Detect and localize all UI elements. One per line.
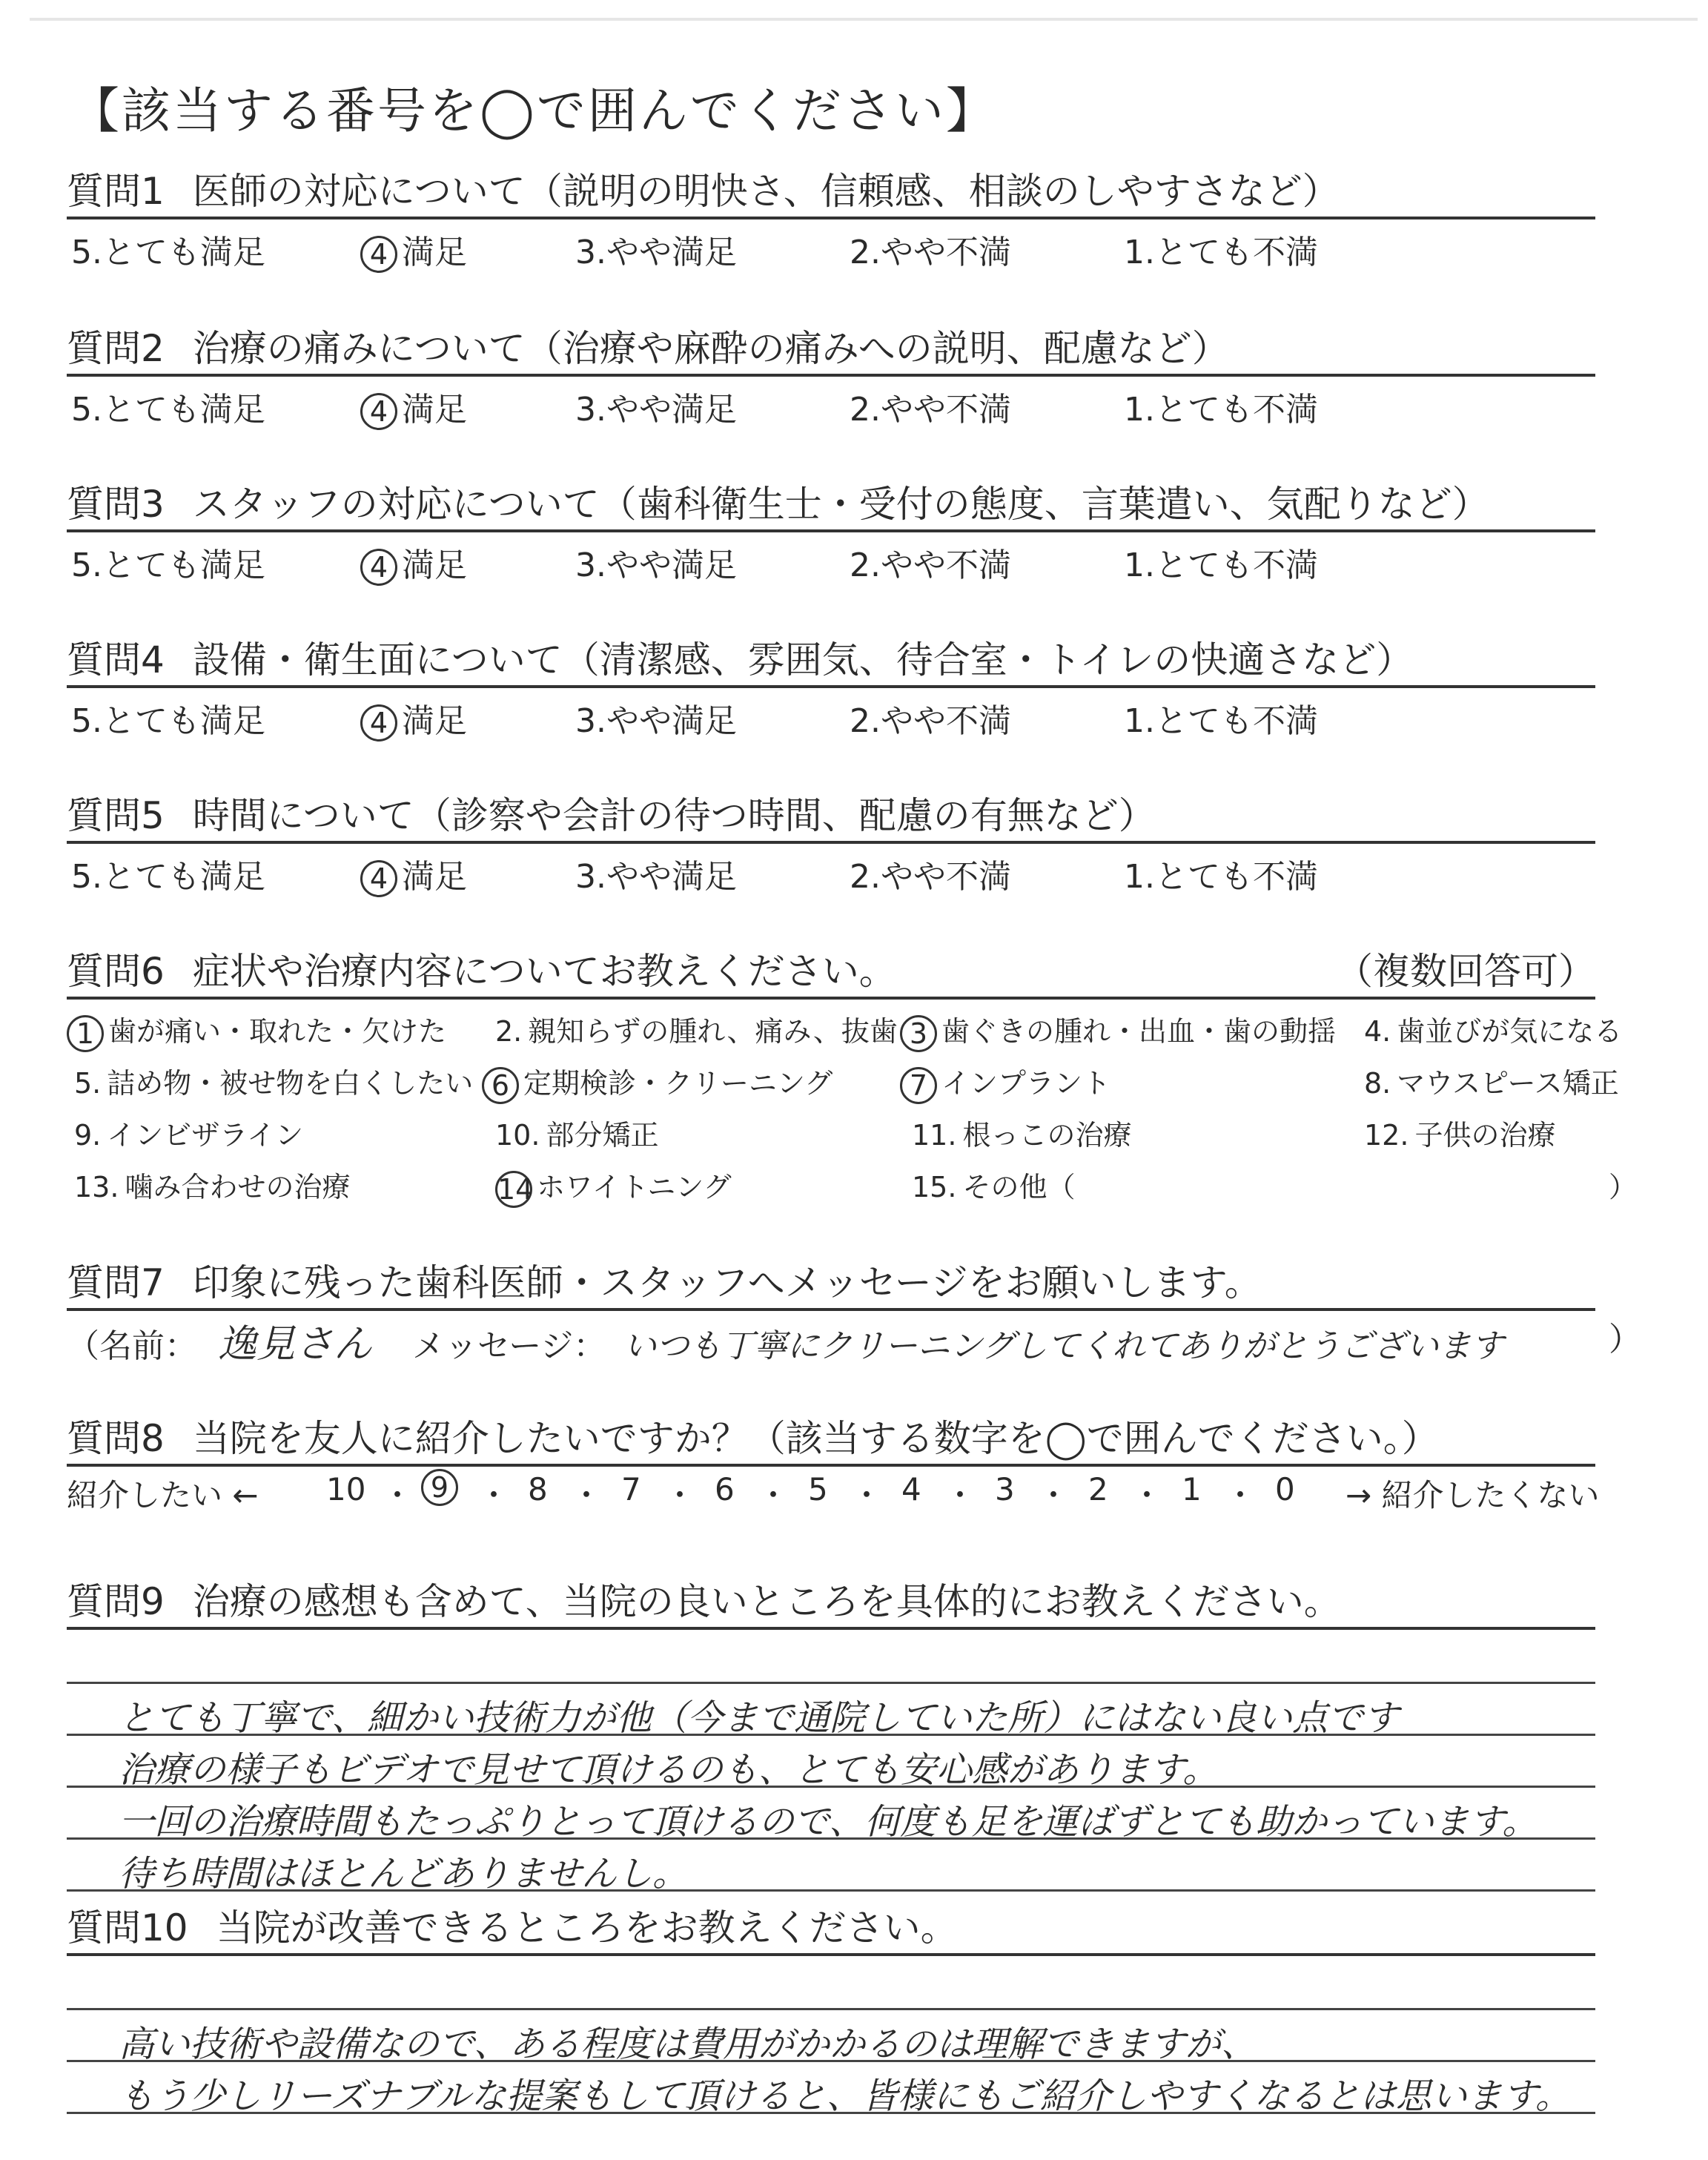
- selection-circle: 4: [360, 236, 397, 273]
- selection-circle: 4: [360, 860, 397, 897]
- message-label: メッセージ：: [412, 1327, 606, 1365]
- symptom-option-1[interactable]: 1 歯が痛い・取れた・欠けた: [67, 1008, 446, 1052]
- question-title: [67, 1898, 958, 1952]
- option-5[interactable]: 5.とても満足: [71, 858, 265, 896]
- question-text: 当院が改善できるところをお教えください。: [216, 1906, 958, 1949]
- multiple-answers-note: （複数回答可）: [1336, 950, 1595, 993]
- answer-text-line[interactable]: 高い技術や設備なので、ある程度は費用がかかるのは理解できますが、: [119, 2024, 1257, 2065]
- scale-dot: ・: [851, 1477, 883, 1513]
- question-rule: [67, 1464, 1595, 1467]
- scale-dot: ・: [382, 1477, 414, 1513]
- question-number: 質問6: [67, 950, 165, 993]
- question-text: 治療の感想も含めて、当院の良いところを具体的にお教えください。: [192, 1580, 1341, 1623]
- scale-dot: ・: [664, 1477, 696, 1513]
- symptom-option-15[interactable]: 15. その他（: [912, 1171, 1076, 1203]
- option-5[interactable]: 5.とても満足: [71, 702, 265, 740]
- selection-circle: 14: [495, 1171, 532, 1208]
- selection-circle: 9: [421, 1469, 458, 1506]
- question-title: [67, 1572, 1341, 1625]
- message-close-paren: ）: [1609, 1321, 1641, 1358]
- question-number: 質問5: [67, 794, 165, 837]
- option-4[interactable]: [360, 538, 467, 586]
- option-5[interactable]: 5.とても満足: [71, 391, 265, 429]
- option-4[interactable]: [360, 850, 467, 897]
- other-close-paren: ）: [1609, 1171, 1638, 1203]
- option-4[interactable]: [360, 694, 467, 742]
- option-1[interactable]: 1.とても不満: [1124, 234, 1318, 271]
- symptom-option-9[interactable]: 9. インビザライン: [74, 1119, 304, 1152]
- symptom-option-6[interactable]: 6 定期検診・クリーニング: [482, 1060, 833, 1104]
- scale-2[interactable]: 2: [1088, 1471, 1108, 1507]
- symptom-option-5[interactable]: 5. 詰め物・被せ物を白くしたい: [74, 1067, 474, 1100]
- question-text: 印象に残った歯科医師・スタッフへメッセージをお願いします。: [192, 1261, 1262, 1304]
- option-3[interactable]: 3.やや満足: [575, 391, 737, 429]
- scale-dot: ・: [1225, 1477, 1257, 1513]
- question-text: 医師の対応について（説明の明快さ、信頼感、相談のしやすさなど）: [192, 170, 1340, 213]
- symptom-option-10[interactable]: 10. 部分矯正: [495, 1119, 659, 1152]
- scale-4[interactable]: 4: [901, 1471, 921, 1507]
- question-title: [67, 162, 1340, 215]
- rating-options: [71, 225, 1480, 270]
- question-title: [67, 630, 1413, 684]
- answer-text-line[interactable]: とても丁寧で、細かい技術力が他（今まで通院していた所）にはない良い点です: [119, 1697, 1400, 1739]
- question-title: [67, 319, 1229, 372]
- scale-7[interactable]: 7: [621, 1471, 641, 1507]
- question-text: スタッフの対応について（歯科衛生士・受付の態度、言葉遣い、気配りなど）: [192, 483, 1489, 526]
- symptom-option-13[interactable]: 13. 噛み合わせの治療: [74, 1171, 351, 1203]
- scale-dot: ・: [1038, 1477, 1070, 1513]
- message-value[interactable]: いつも丁寧にクリーニングしてくれてありがとうございます: [623, 1327, 1504, 1365]
- symptom-option-2[interactable]: 2. 親知らずの腫れ、痛み、抜歯: [495, 1015, 898, 1048]
- scale-left-label: 紹介したい ←: [67, 1477, 259, 1513]
- question-number: 質問10: [67, 1906, 188, 1949]
- scale-5[interactable]: 5: [808, 1471, 828, 1507]
- question-text: 当院を友人に紹介したいですか？（該当する数字を◯で囲んでください。）: [192, 1417, 1439, 1460]
- selection-circle: 4: [360, 549, 397, 586]
- rating-options: [71, 694, 1480, 739]
- option-2[interactable]: 2.やや不満: [850, 234, 1011, 271]
- question-rule: [67, 1308, 1595, 1311]
- option-1[interactable]: 1.とても不満: [1124, 702, 1318, 740]
- option-label: 満足: [402, 234, 467, 271]
- option-3[interactable]: 3.やや満足: [575, 234, 737, 271]
- answer-text-line[interactable]: 一回の治療時間もたっぷりとって頂けるので、何度も足を運ばずとても助かっています。: [119, 1801, 1538, 1843]
- question-text: 治療の痛みについて（治療や麻酔の痛みへの説明、配慮など）: [192, 327, 1229, 370]
- scale-dot: ・: [758, 1477, 790, 1513]
- question-title: [67, 786, 1156, 839]
- rating-options: [71, 383, 1480, 427]
- selection-circle: 3: [900, 1015, 937, 1052]
- question-text: 設備・衛生面について（清潔感、雰囲気、待合室・トイレの快適さなど）: [192, 638, 1414, 681]
- scale-dot: ・: [1131, 1477, 1163, 1513]
- option-2[interactable]: 2.やや不満: [850, 546, 1011, 584]
- symptom-option-7[interactable]: 7 インプラント: [900, 1060, 1110, 1104]
- question-number: 質問8: [67, 1417, 165, 1460]
- scale-9[interactable]: [421, 1467, 463, 1506]
- scale-right-label: → 紹介したくない: [1345, 1477, 1600, 1513]
- option-label: 満足: [402, 858, 467, 896]
- answer-line: [67, 1682, 1595, 1684]
- option-4[interactable]: [360, 225, 467, 273]
- scale-1[interactable]: 1: [1182, 1471, 1202, 1507]
- option-1[interactable]: 1.とても不満: [1124, 391, 1318, 429]
- scale-10[interactable]: 10: [326, 1471, 366, 1507]
- symptom-option-14[interactable]: 14 ホワイトニング: [495, 1164, 732, 1208]
- option-label: 満足: [402, 702, 467, 740]
- question-title: [67, 942, 1595, 995]
- symptom-option-4[interactable]: 4. 歯並びが気になる: [1364, 1015, 1623, 1048]
- option-5[interactable]: 5.とても満足: [71, 234, 265, 271]
- selection-circle: 4: [360, 704, 397, 742]
- question-rule: [67, 1953, 1595, 1956]
- symptom-option-12[interactable]: 12. 子供の治療: [1364, 1119, 1556, 1152]
- question-number: 質問4: [67, 638, 165, 681]
- answer-text-line[interactable]: もう少しリーズナブルな提案もして頂けると、皆様にもご紹介しやすくなるとは思います。: [119, 2075, 1571, 2117]
- answer-line: [67, 2008, 1595, 2010]
- scale-6[interactable]: 6: [715, 1471, 735, 1507]
- selection-circle: 1: [67, 1015, 104, 1052]
- question-rule: [67, 685, 1595, 688]
- symptom-option-11[interactable]: 11. 根っこの治療: [912, 1119, 1132, 1152]
- question-rule: [67, 997, 1595, 1000]
- question-rule: [67, 217, 1595, 219]
- option-label: 満足: [402, 546, 467, 584]
- question-text: 時間について（診察や会計の待つ時間、配慮の有無など）: [192, 794, 1156, 837]
- option-3[interactable]: 3.やや満足: [575, 702, 737, 740]
- option-2[interactable]: 2.やや不満: [850, 391, 1011, 429]
- option-2[interactable]: 2.やや不満: [850, 702, 1011, 740]
- question-number: 質問7: [67, 1261, 165, 1304]
- selection-circle: 7: [900, 1067, 937, 1104]
- option-1[interactable]: 1.とても不満: [1124, 858, 1318, 896]
- scale-0[interactable]: 0: [1275, 1471, 1295, 1507]
- scale-dot: ・: [478, 1477, 510, 1513]
- question-rule: [67, 1627, 1595, 1630]
- scale-8[interactable]: 8: [528, 1471, 548, 1507]
- answer-text-line[interactable]: 待ち時間はほとんどありませんし。: [119, 1853, 689, 1895]
- scale-dot: ・: [571, 1477, 603, 1513]
- question-number: 質問9: [67, 1580, 165, 1623]
- question-rule: [67, 529, 1595, 532]
- question-number: 質問2: [67, 327, 165, 370]
- answer-text-line[interactable]: 治療の様子もビデオで見せて頂けるのも、とても安心感があります。: [119, 1749, 1219, 1791]
- option-5[interactable]: 5.とても満足: [71, 546, 265, 584]
- scale-dot: ・: [944, 1477, 976, 1513]
- question-title: [67, 1253, 1262, 1307]
- scale-3[interactable]: 3: [995, 1471, 1015, 1507]
- question-number: 質問1: [67, 170, 165, 213]
- question-text: 症状や治療内容についてお教えください。: [192, 950, 896, 993]
- instruction-heading: 【該当する番号を◯で囲んでください】: [70, 82, 997, 139]
- message-line: [67, 1312, 1641, 1368]
- selection-circle: 4: [360, 393, 397, 430]
- question-title: [67, 475, 1489, 528]
- symptom-option-8[interactable]: 8. マウスピース矯正: [1364, 1067, 1619, 1100]
- question-rule: [67, 841, 1595, 844]
- question-rule: [67, 374, 1595, 377]
- option-1[interactable]: 1.とても不満: [1124, 546, 1318, 584]
- option-3[interactable]: 3.やや満足: [575, 858, 737, 896]
- option-4[interactable]: [360, 383, 467, 430]
- rating-options: [71, 850, 1480, 894]
- option-2[interactable]: 2.やや不満: [850, 858, 1011, 896]
- selection-circle: 6: [482, 1067, 519, 1104]
- option-3[interactable]: 3.やや満足: [575, 546, 737, 584]
- question-title: [67, 1409, 1439, 1462]
- option-label: 満足: [402, 391, 467, 429]
- name-label: （名前：: [67, 1327, 197, 1365]
- name-value[interactable]: 逸見さん: [218, 1322, 373, 1367]
- top-edge-line: [30, 18, 1698, 21]
- rating-options: [71, 538, 1480, 583]
- symptom-option-3[interactable]: 3 歯ぐきの腫れ・出血・歯の動揺: [900, 1008, 1336, 1052]
- question-number: 質問3: [67, 483, 165, 526]
